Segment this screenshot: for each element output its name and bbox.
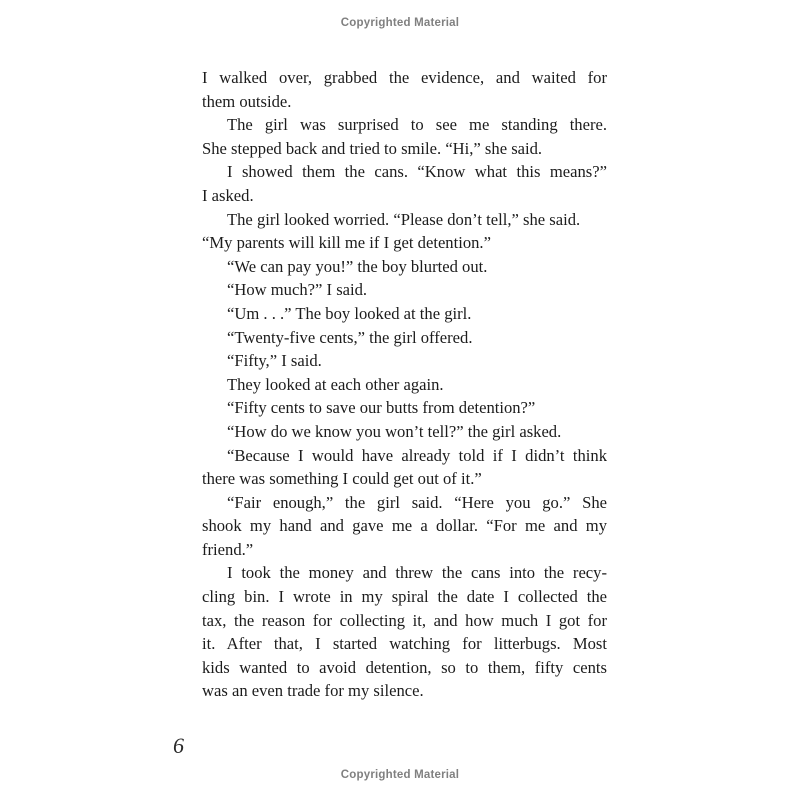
text-line: She stepped back and tried to smile. “Hi,” she said.	[202, 138, 543, 158]
text-line: The girl looked worried. “Please don’t tell,” she said.	[227, 209, 581, 229]
text-line: I asked.	[202, 185, 254, 205]
text-line: “How do we know you won’t tell?” the girl asked.	[227, 421, 562, 441]
text-line: friend.”	[202, 539, 254, 559]
copyright-watermark-bottom: Copyrighted Material	[340, 769, 460, 781]
text-line: I showed them the cans. “Know what this means?”	[227, 162, 607, 182]
text-line: them outside.	[202, 91, 292, 111]
text-line: tax, the reason for collecting it, and how much I got for	[202, 610, 607, 630]
text-line: “Fair enough,” the girl said. “Here you go.” She	[227, 492, 607, 512]
text-line: “Fifty cents to save our butts from detention?”	[227, 398, 536, 418]
copyright-watermark-top: Copyrighted Material	[340, 17, 460, 29]
text-line: “How much?” I said.	[227, 280, 368, 300]
text-line: it. After that, I started watching for litterbugs. Most	[202, 634, 607, 654]
text-line: cling bin. I wrote in my spiral the date I collected the	[202, 587, 607, 607]
text-line: “Because I would have already told if I didn’t think	[227, 445, 607, 465]
text-line: “Twenty-five cents,” the girl offered.	[227, 327, 473, 347]
text-line: shook my hand and gave me a dollar. “For me and my	[202, 516, 607, 536]
book-page-text	[202, 66, 607, 703]
text-line: I walked over, grabbed the evidence, and waited for	[202, 68, 607, 87]
page-number: 6	[173, 733, 184, 758]
text-line: “Fifty,” I said.	[227, 351, 322, 371]
text-line: They looked at each other again.	[227, 374, 444, 394]
text-line: “Um . . .” The boy looked at the girl.	[227, 303, 472, 323]
text-line: The girl was surprised to see me standing there.	[227, 115, 607, 135]
text-line: kids wanted to avoid detention, so to them, fifty cents	[202, 657, 607, 677]
text-line: “My parents will kill me if I get detention.”	[202, 233, 491, 253]
text-line: I took the money and threw the cans into the recy-	[227, 563, 607, 583]
text-line: was an even trade for my silence.	[202, 681, 424, 701]
text-line: “We can pay you!” the boy blurted out.	[227, 256, 488, 276]
text-line: there was something I could get out of it.”	[202, 469, 482, 489]
